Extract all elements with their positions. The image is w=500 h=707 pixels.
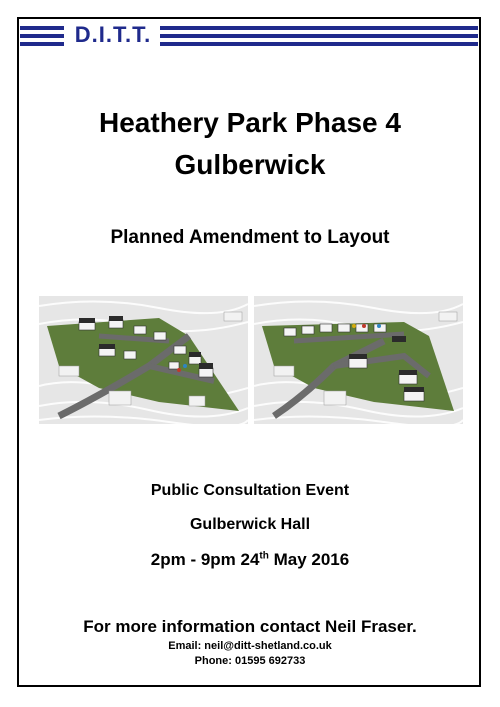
contact-phone: Phone: 01595 692733 [194, 655, 306, 667]
title-line-2: Gulberwick [174, 149, 326, 180]
event-venue: Gulberwick Hall [189, 516, 311, 533]
header-stripes-left [20, 25, 64, 48]
ditt-logo: D.I.T.T. [74, 22, 152, 47]
contact-email: Email: neil@ditt-shetland.co.uk [168, 640, 332, 652]
existing-layout-render [39, 296, 248, 424]
subtitle: Planned Amendment to Layout [110, 227, 390, 248]
event-name: Public Consultation Event [150, 482, 350, 499]
contact-heading: For more information contact Neil Fraser. [83, 617, 417, 636]
event-date-time: 2pm - 9pm 24th May 2016 [150, 550, 350, 569]
title-line-1: Heathery Park Phase 4 [99, 107, 401, 138]
amended-layout-render [254, 296, 463, 424]
header-stripes-right [160, 25, 478, 48]
